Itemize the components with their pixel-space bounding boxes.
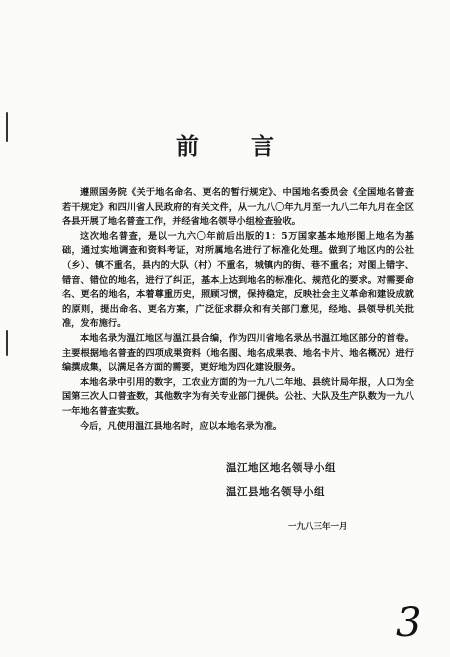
paragraph: 遵照国务院《关于地名命名、更名的暂行规定》、中国地名委员会《全国地名普查若干规定》和四川省人民政府的有关文件，从一九八〇年九月至一九八二年九月在全区各县开展了地名普查工作，并经省地名领导小组检查验收。	[62, 187, 414, 228]
paragraph: 这次地名普查，是以一九六〇年前后出版的1：5万国家基本地形图上地名为基础，通过实地调查和资料考证，对所属地名进行了标准化处理。做到了地区内的公社（乡）、镇不重名，县内的大队（村）不重名，城镇内的街、巷不重名；对图上错字、错音、错位的地名，进行了纠正，基本上达到地名的标准化、规范化的要求。对需要命名、更名的地名，本着尊重历史，照顾习惯，保持稳定，反映社会主义革命和建设成就的原则，提出命名、更名方案，广泛征求群众和有关部门意见，经地、县领导机关批准，发布施行。	[62, 230, 414, 330]
paragraph: 本地名录中引用的数字，工农业方面的为一九八二年地、县统计局年报，人口为全国第三次人口普查数，其他数字为有关专业部门提供。公社、大队及生产队数为一九八一年地名普查实数。	[62, 376, 414, 417]
page-title: 前 言	[175, 134, 296, 160]
signatory: 温江县地名领导小组	[226, 486, 325, 498]
paragraph: 今后，凡使用温江县地名时，应以本地名录为准。	[80, 420, 283, 432]
document-date: 一九八三年一月	[288, 522, 348, 532]
signatory: 温江地区地名领导小组	[226, 462, 336, 474]
paragraph: 本地名录为温江地区与温江县合编，作为四川省地名录丛书温江地区部分的首卷。主要根据地名普查的四项成果资料（地名图、地名成果表、地名卡片、地名概况）进行编撰成集，以满足各方面的需要，更好地为四化建设服务。	[62, 332, 414, 374]
body-text	[62, 186, 414, 434]
binding-mark	[6, 330, 8, 356]
page-number: 3	[396, 600, 422, 646]
